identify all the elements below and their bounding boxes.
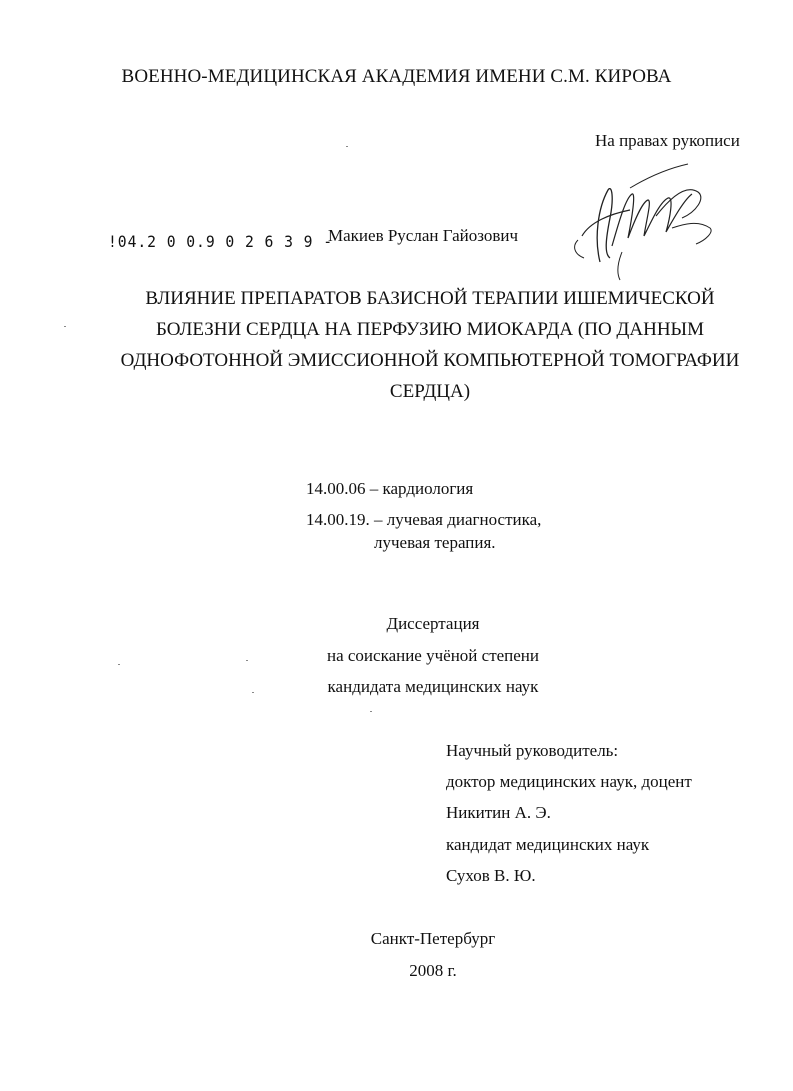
scan-speck <box>64 326 66 327</box>
city: Санкт-Петербург <box>370 929 496 948</box>
handwritten-signature <box>560 158 720 286</box>
title-line: СЕРДЦА) <box>389 381 471 402</box>
title-line: ВЛИЯНИЕ ПРЕПАРАТОВ БАЗИСНОЙ ТЕРАПИИ ИШЕМИЧЕСКОЙ <box>145 288 715 309</box>
supervisor-heading: Научный руководитель: <box>446 741 619 760</box>
rights-note: На правах рукописи <box>595 131 740 150</box>
scan-speck <box>118 664 120 665</box>
registration-stamp-number: !04.2 0 0.9 0 2 6 3 9 - <box>108 232 333 251</box>
dissertation-title <box>110 283 750 407</box>
degree-line: на соискание учёной степени <box>326 646 540 665</box>
specialty-cardiology: 14.00.06 – кардиология <box>306 479 474 498</box>
specialty-radiology: 14.00.19. – лучевая диагностика, <box>306 510 542 529</box>
scan-speck <box>252 692 254 693</box>
degree-line: кандидата медицинских наук <box>327 677 539 696</box>
year: 2008 г. <box>409 961 457 980</box>
title-line: ОДНОФОТОННОЙ ЭМИССИОННОЙ КОМПЬЮТЕРНОЙ ТОМОГРАФИИ <box>120 350 740 371</box>
document-type: Диссертация <box>386 614 480 633</box>
scan-speck <box>370 711 372 712</box>
supervisor-degree: кандидат медицинских наук <box>446 835 650 854</box>
title-line: БОЛЕЗНИ СЕРДЦА НА ПЕРФУЗИЮ МИОКАРДА (ПО ДАННЫМ <box>155 319 704 340</box>
supervisor-name: Сухов В. Ю. <box>446 866 536 885</box>
author-name: Макиев Руслан Гайозович <box>328 226 519 245</box>
specialty-radiotherapy: лучевая терапия. <box>374 533 496 552</box>
supervisor-name: Никитин А. Э. <box>446 803 551 822</box>
scan-speck <box>246 660 248 661</box>
institution-heading: ВОЕННО-МЕДИЦИНСКАЯ АКАДЕМИЯ ИМЕНИ С.М. КИРОВА <box>121 66 672 87</box>
supervisor-degree: доктор медицинских наук, доцент <box>446 772 692 791</box>
scan-speck <box>346 146 348 147</box>
